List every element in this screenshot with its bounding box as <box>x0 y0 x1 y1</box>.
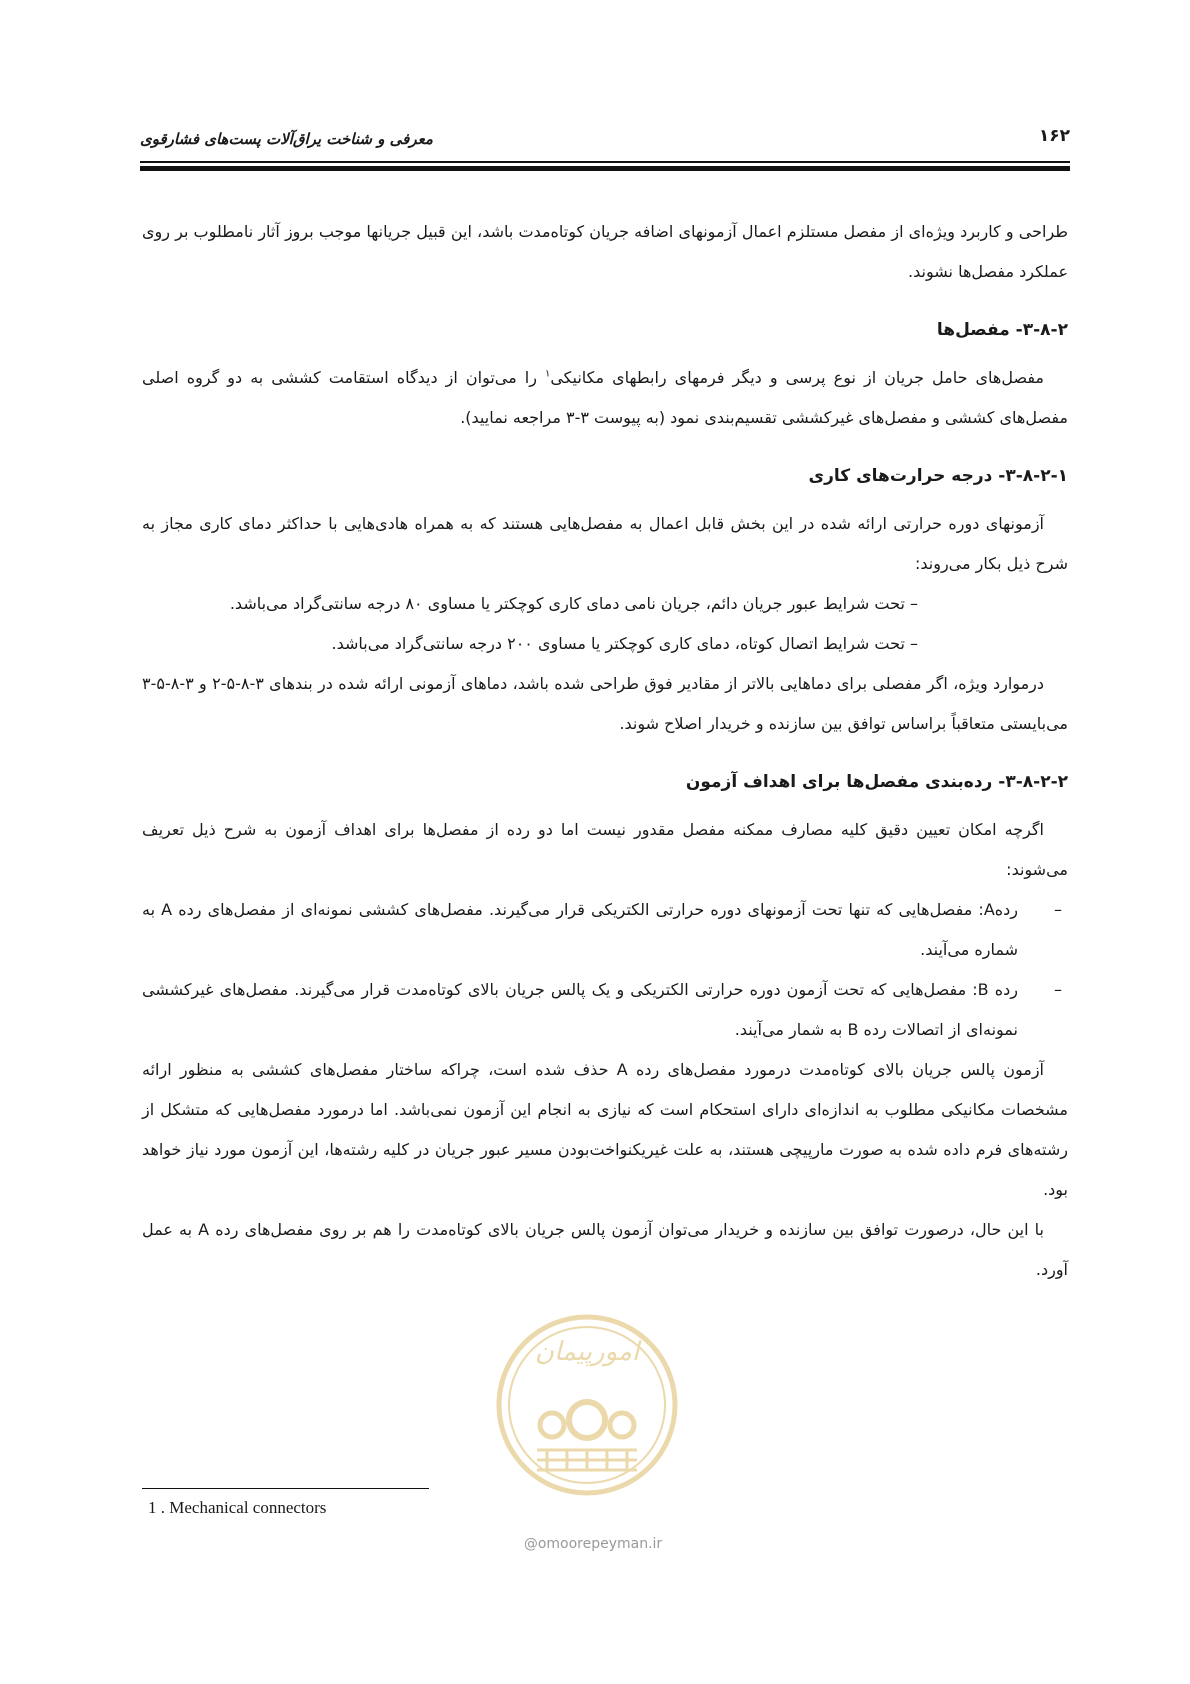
dash-item-short-circuit: – تحت شرایط اتصال کوتاه، دمای کاری کوچکتر یا مساوی ۲۰۰ درجه سانتی‌گراد می‌باشد. <box>331 634 918 653</box>
footnote-marker: ۱ <box>544 368 551 380</box>
paragraph-temperatures: آزمونهای دوره حرارتی ارائه شده در این بخش قابل اعمال به مفصل‌هایی هستند که به همراه هادی‌هایی با حداکثر دمای کاری مجاز به شرح ذیل بکار می‌روند: <box>142 514 1068 573</box>
page-number: ۱۶۲ <box>1038 126 1070 146</box>
dash-item-continuous: – تحت شرایط عبور جریان دائم، جریان نامی دمای کاری کوچکتر یا مساوی ۸۰ درجه سانتی‌گراد می‌باشد. <box>229 594 918 613</box>
paragraph-intro: طراحی و کاربرد ویژه‌ای از مفصل مستلزم اعمال آزمونهای اضافه جریان کوتاه‌مدت باشد، این قبیل جریانها موجب بروز آثار نامطلوب بر روی عملکرد مفصل‌ها نشوند. <box>142 222 1068 281</box>
paragraph-agreement: با این حال، درصورت توافق بین سازنده و خریدار می‌توان آزمون پالس جریان بالای کوتاه‌مدت را هم بر روی مفصل‌های رده A به عمل آورد. <box>142 1220 1068 1279</box>
body-text <box>142 212 1068 1290</box>
watermark-seal-icon <box>492 1310 682 1500</box>
footnote: 1 . Mechanical connectors <box>148 1498 327 1517</box>
footnote-rule <box>142 1488 429 1489</box>
paragraph-classification: اگرچه امکان تعیین دقیق کلیه مصارف ممکنه مفصل مقدور نیست اما دو رده از مفصل‌ها برای اهداف آزمون به شرح ذیل تعریف می‌شوند: <box>142 820 1068 879</box>
list-item-class-b-text: رده B: مفصل‌هایی که تحت آزمون دوره حرارتی الکتریکی و یک پالس جریان بالای کوتاه‌مدت قرار می‌گیرند. مفصل‌های غیرکششی نمونه‌ای از اتصالات رده B به شمار می‌آیند. <box>142 980 1018 1039</box>
section-heading-temperatures: ۳-۸-۲-۱- درجه حرارت‌های کاری <box>808 466 1068 486</box>
paragraph-connectors <box>142 358 1068 438</box>
section-heading-connectors: ۳-۸-۲- مفصل‌ها <box>936 320 1068 340</box>
book-title: معرفی و شناخت یراق‌آلات پست‌های فشارقوی <box>140 130 433 148</box>
paragraph-connectors-a: مفصل‌های حامل جریان از نوع پرسی و دیگر فرمهای رابطهای مکانیکی <box>550 368 1045 387</box>
watermark-seal-text: امورپیمان <box>534 1337 640 1367</box>
dash-bullet: – <box>1054 900 1062 919</box>
header-rule-thin <box>140 161 1070 163</box>
list-item-class-a <box>142 890 1068 970</box>
paragraph-special-cases: درموارد ویژه، اگر مفصلی برای دماهایی بالاتر از مقادیر فوق طراحی شده باشد، دماهای آزمونی ارائه شده در بندهای ۳-۸-۵-۲ و ۳-۸-۵-۳ می‌بایستی متعاقباً براساس توافق بین سازنده و خریدار اصلاح شوند. <box>142 674 1068 733</box>
watermark-site: @omoorepeyman.ir <box>523 1536 663 1552</box>
running-header <box>140 126 1070 156</box>
paragraph-connectors-b: را می‌توان از دیدگاه استقامت کششی به دو گروه اصلی مفصل‌های کششی و مفصل‌های غیرکششی تقسیم‌بندی نمود (به پیوست ۳-۳ مراجعه نمایید). <box>142 368 1068 427</box>
header-rule-thick <box>140 166 1070 171</box>
paragraph-pulse-test: آزمون پالس جریان بالای کوتاه‌مدت درمورد مفصل‌های رده A حذف شده است، چراکه ساختار مفصل‌های کششی به منظور ارائه مشخصات مکانیکی مطلوب به اندازه‌ای دارای استحکام است که نیازی به انجام این آزمون نمی‌باشد. اما درمورد مفصل‌هایی که متشکل از رشته‌های فرم داده شده به صورت مارپیچی هستند، به علت غیریکنواخت‌بودن مسیر عبور جریان در کلیه رشته‌ها، این آزمون مورد نیاز خواهد بود. <box>142 1060 1068 1199</box>
dash-bullet: – <box>1054 980 1062 999</box>
section-heading-classification: ۳-۸-۲-۲- رده‌بندی مفصل‌ها برای اهداف آزمون <box>685 772 1068 792</box>
list-item-class-b <box>142 970 1068 1050</box>
list-item-class-a-text: ردهA: مفصل‌هایی که تنها تحت آزمونهای دوره حرارتی الکتریکی قرار می‌گیرند. مفصل‌های کششی نمونه‌ای از مفصل‌های رده A به شماره می‌آیند. <box>142 900 1018 959</box>
